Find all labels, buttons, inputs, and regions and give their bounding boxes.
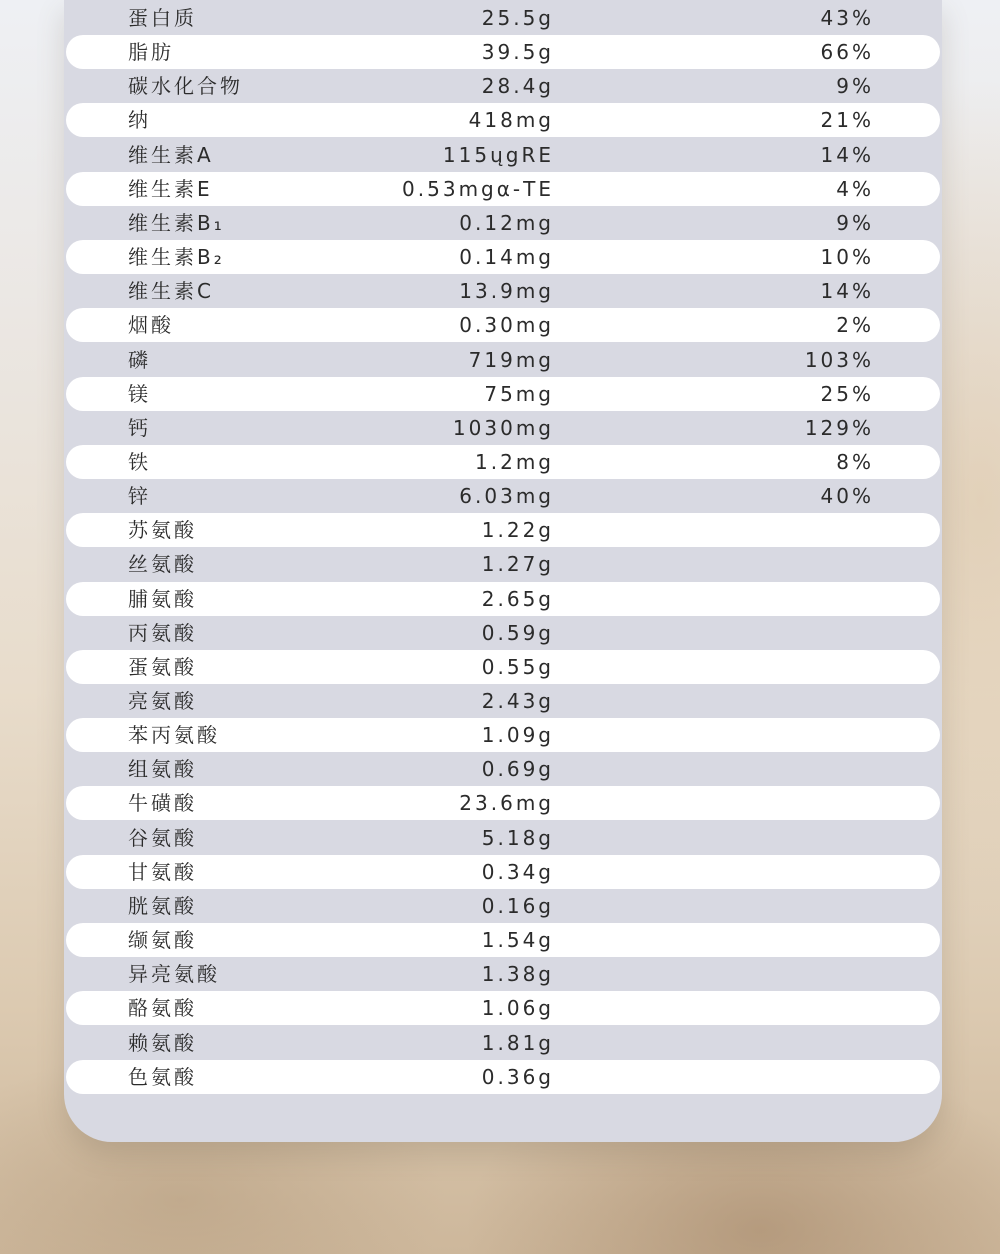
nutrient-name: 谷氨酸 xyxy=(128,825,197,850)
nutrient-amount: 1.38g xyxy=(481,962,554,987)
nutrient-amount: 0.36g xyxy=(481,1064,554,1089)
table-row xyxy=(66,752,940,786)
nutrient-name: 赖氨酸 xyxy=(128,1030,197,1055)
nutrient-nrv: 25% xyxy=(820,381,874,406)
nutrient-nrv: 14% xyxy=(820,279,874,304)
nutrient-name: 铁 xyxy=(128,449,151,474)
table-row xyxy=(66,684,940,718)
nutrient-name: 蛋白质 xyxy=(128,6,197,30)
nutrient-name: 酪氨酸 xyxy=(128,996,197,1021)
table-row xyxy=(66,923,940,957)
nutrient-amount: 1.09g xyxy=(481,723,554,748)
table-row xyxy=(66,889,940,923)
nutrient-nrv: 21% xyxy=(820,108,874,133)
table-row xyxy=(66,650,940,684)
table-row xyxy=(66,172,940,206)
table-row xyxy=(66,547,940,581)
table-row xyxy=(66,206,940,240)
nutrient-name: 亮氨酸 xyxy=(128,689,197,713)
table-row xyxy=(66,513,940,547)
nutrient-name: 丝氨酸 xyxy=(128,552,197,577)
nutrient-amount: 1030mg xyxy=(452,415,554,440)
table-row xyxy=(66,103,940,137)
nutrient-amount: 1.54g xyxy=(481,928,554,953)
nutrient-name: 苯丙氨酸 xyxy=(128,723,220,748)
nutrient-amount: 0.16g xyxy=(481,893,554,918)
table-row xyxy=(66,582,940,616)
table-row xyxy=(66,991,940,1025)
table-row xyxy=(66,35,940,69)
nutrient-name: 钙 xyxy=(128,415,151,440)
nutrient-amount: 1.27g xyxy=(481,552,554,577)
nutrient-name: 苏氨酸 xyxy=(128,518,197,543)
nutrient-nrv: 103% xyxy=(804,347,874,372)
table-row xyxy=(66,411,940,445)
nutrient-amount: 0.55g xyxy=(481,654,554,679)
nutrient-name: 维生素B₂ xyxy=(128,245,225,270)
nutrient-amount: 6.03mg xyxy=(459,484,554,509)
nutrient-name: 镁 xyxy=(128,381,151,406)
nutrient-amount: 23.6mg xyxy=(459,791,554,816)
nutrient-name: 蛋氨酸 xyxy=(128,654,197,679)
nutrient-name: 组氨酸 xyxy=(128,757,197,782)
nutrient-nrv: 66% xyxy=(820,40,874,65)
nutrient-name: 烟酸 xyxy=(128,313,174,338)
table-row xyxy=(66,1060,940,1094)
table-row xyxy=(66,445,940,479)
nutrient-nrv: 9% xyxy=(836,210,874,235)
nutrient-name: 色氨酸 xyxy=(128,1064,197,1089)
nutrient-amount: 5.18g xyxy=(481,825,554,850)
table-row xyxy=(66,377,940,411)
table-row xyxy=(66,616,940,650)
nutrient-name: 碳水化合物 xyxy=(128,74,243,99)
nutrient-nrv: 129% xyxy=(804,415,874,440)
nutrient-nrv: 40% xyxy=(820,484,874,509)
nutrition-table xyxy=(64,0,942,1142)
nutrient-name: 纳 xyxy=(128,108,151,133)
nutrient-name: 维生素B₁ xyxy=(128,210,225,235)
table-row xyxy=(66,69,940,103)
nutrient-nrv: 4% xyxy=(836,176,874,201)
nutrient-amount: 0.53mgα-TE xyxy=(402,176,554,201)
nutrient-amount: 1.22g xyxy=(481,518,554,543)
nutrient-amount: 0.59g xyxy=(481,620,554,645)
nutrient-name: 异亮氨酸 xyxy=(128,962,220,987)
nutrient-name: 维生素E xyxy=(128,176,213,201)
nutrient-name: 缬氨酸 xyxy=(128,928,197,953)
nutrient-amount: 0.30mg xyxy=(459,313,554,338)
nutrient-name: 牛磺酸 xyxy=(128,791,197,816)
nutrient-amount: 25.5g xyxy=(481,6,554,30)
table-row xyxy=(66,718,940,752)
nutrient-amount: 1.81g xyxy=(481,1030,554,1055)
table-row xyxy=(66,855,940,889)
nutrient-amount: 75mg xyxy=(484,381,554,406)
table-row xyxy=(66,1,940,35)
nutrient-amount: 28.4g xyxy=(481,74,554,99)
nutrient-name: 脂肪 xyxy=(128,40,174,65)
table-row xyxy=(66,479,940,513)
table-row xyxy=(66,138,940,172)
table-row xyxy=(66,957,940,991)
table-row xyxy=(66,821,940,855)
nutrient-amount: 418mg xyxy=(468,108,554,133)
nutrient-amount: 0.14mg xyxy=(459,245,554,270)
nutrient-name: 胱氨酸 xyxy=(128,893,197,918)
nutrient-name: 维生素C xyxy=(128,279,214,304)
nutrient-amount: 1.06g xyxy=(481,996,554,1021)
nutrient-amount: 2.65g xyxy=(481,586,554,611)
nutrient-amount: 719mg xyxy=(468,347,554,372)
nutrient-amount: 2.43g xyxy=(481,689,554,713)
nutrient-amount: 13.9mg xyxy=(459,279,554,304)
nutrient-name: 锌 xyxy=(128,484,151,509)
nutrient-nrv: 9% xyxy=(836,74,874,99)
nutrient-name: 磷 xyxy=(128,347,151,372)
table-row xyxy=(66,274,940,308)
table-row xyxy=(66,786,940,820)
nutrient-nrv: 8% xyxy=(836,449,874,474)
nutrient-nrv: 14% xyxy=(820,142,874,167)
table-row xyxy=(66,240,940,274)
nutrient-name: 脯氨酸 xyxy=(128,586,197,611)
table-row xyxy=(66,1026,940,1060)
nutrient-nrv: 43% xyxy=(820,6,874,30)
nutrient-amount: 0.12mg xyxy=(459,210,554,235)
nutrient-name: 丙氨酸 xyxy=(128,620,197,645)
table-row xyxy=(66,308,940,342)
nutrient-name: 维生素A xyxy=(128,142,214,167)
nutrient-amount: 115ųgRE xyxy=(442,142,554,167)
nutrient-nrv: 10% xyxy=(820,245,874,270)
nutrient-amount: 0.69g xyxy=(481,757,554,782)
nutrient-name: 甘氨酸 xyxy=(128,859,197,884)
table-row xyxy=(66,343,940,377)
nutrient-amount: 0.34g xyxy=(481,859,554,884)
nutrient-amount: 39.5g xyxy=(481,40,554,65)
nutrient-nrv: 2% xyxy=(836,313,874,338)
nutrient-amount: 1.2mg xyxy=(475,449,554,474)
